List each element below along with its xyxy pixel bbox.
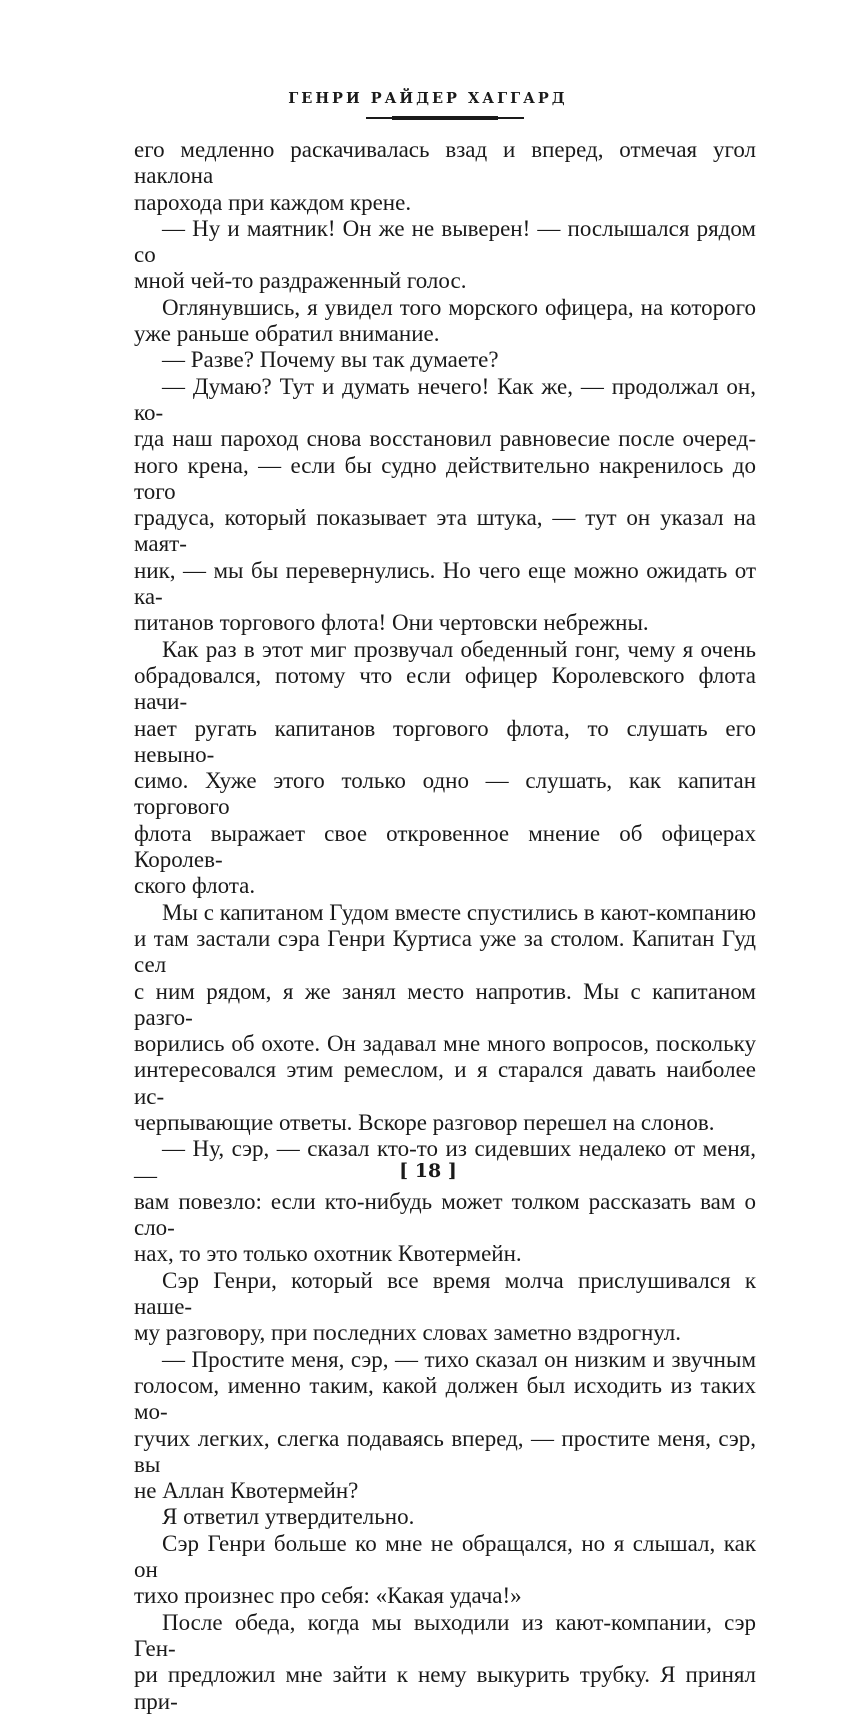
- text-line: обрадовался, потому что если офицер Королевского флота начи-: [134, 662, 756, 715]
- text-line: После обеда, когда мы выходили из кают-компании, сэр Ген-: [134, 1609, 756, 1661]
- text-line: и там застали сэра Генри Куртиса уже за столом. Капитан Гуд сел: [134, 925, 756, 978]
- text-line: — Ну и маятник! Он же не выверен! — послышался рядом со: [134, 215, 756, 268]
- text-line: градуса, который показывает эта штука, — тут он указал на маят-: [134, 505, 756, 557]
- text-line: интересовался этим ремеслом, и я старался давать наиболее ис-: [134, 1057, 756, 1109]
- text-line: — Разве? Почему вы так думаете?: [162, 347, 499, 373]
- text-line: Оглянувшись, я увидел того морского офицера, на которого: [162, 294, 756, 320]
- running-head-title: ГЕНРИ РАЙДЕР ХАГГАРД: [288, 90, 568, 107]
- page-number: [ 18 ]: [399, 1160, 457, 1182]
- text-line: — Простите меня, сэр, — тихо сказал он низким и звучным: [162, 1346, 756, 1372]
- text-line: Я ответил утвердительно.: [162, 1504, 415, 1530]
- text-line: питанов торгового флота! Они чертовски небрежны.: [134, 610, 649, 636]
- text-line: Сэр Генри больше ко мне не обращался, но я слышал, как он: [134, 1530, 756, 1583]
- text-line: Как раз в этот миг прозвучал обеденный гонг, чему я очень: [162, 636, 756, 662]
- text-line: тихо произнес про себя: «Какая удача!»: [134, 1583, 522, 1609]
- text-line: черпывающие ответы. Вскоре разговор перешел на слонов.: [134, 1109, 715, 1135]
- page-body-text: [134, 137, 756, 1715]
- text-line: парохода при каждом крене.: [134, 189, 412, 215]
- text-line: Сэр Генри, который все время молча прислушивался к наше-: [134, 1267, 756, 1320]
- text-line: гучих легких, слегка подаваясь вперед, — простите меня, сэр, вы: [134, 1425, 756, 1477]
- text-line: вам повезло: если кто-нибудь может толком рассказать вам о сло-: [134, 1188, 756, 1241]
- text-line: его медленно раскачивалась взад и вперед, отмечая угол наклона: [134, 137, 756, 189]
- text-line: нает ругать капитанов торгового флота, то слушать его невыно-: [134, 715, 756, 767]
- text-line: гда наш пароход снова восстановил равновесие после очеред-: [134, 426, 756, 452]
- text-line: ник, — мы бы перевернулись. Но чего еще можно ожидать от ка-: [134, 557, 756, 610]
- text-line: голосом, именно таким, какой должен был исходить из таких мо-: [134, 1372, 756, 1425]
- text-line: с ним рядом, я же занял место напротив. Мы с капитаном разго-: [134, 978, 756, 1030]
- text-line: флота выражает свое откровенное мнение об офицерах Королев-: [134, 820, 756, 873]
- text-line: ри предложил мне зайти к нему выкурить трубку. Я принял при-: [134, 1662, 756, 1714]
- text-line: симо. Хуже этого только одно — слушать, как капитан торгового: [134, 768, 756, 820]
- text-line: му разговору, при последних словах заметно вздрогнул.: [134, 1320, 682, 1346]
- text-line: ского флота.: [134, 873, 256, 899]
- text-line: мной чей-то раздраженный голос.: [134, 268, 467, 294]
- text-line: — Ну, сэр, — сказал кто-то из сидевших недалеко от меня, —: [134, 1136, 756, 1188]
- text-line: Мы с капитаном Гудом вместе спустились в кают-компанию: [162, 899, 756, 925]
- text-line: — Думаю? Тут и думать нечего! Как же, — продолжал он, ко-: [134, 373, 756, 425]
- text-line: ного крена, — если бы судно действительно накренилось до того: [134, 452, 756, 504]
- header-rule-accent: [392, 116, 498, 120]
- text-line: нах, то это только охотник Квотермейн.: [134, 1241, 522, 1267]
- text-line: не Аллан Квотермейн?: [134, 1478, 359, 1504]
- text-line: уже раньше обратил внимание.: [134, 321, 440, 347]
- text-line: ворились об охоте. Он задавал мне много вопросов, поскольку: [134, 1031, 756, 1057]
